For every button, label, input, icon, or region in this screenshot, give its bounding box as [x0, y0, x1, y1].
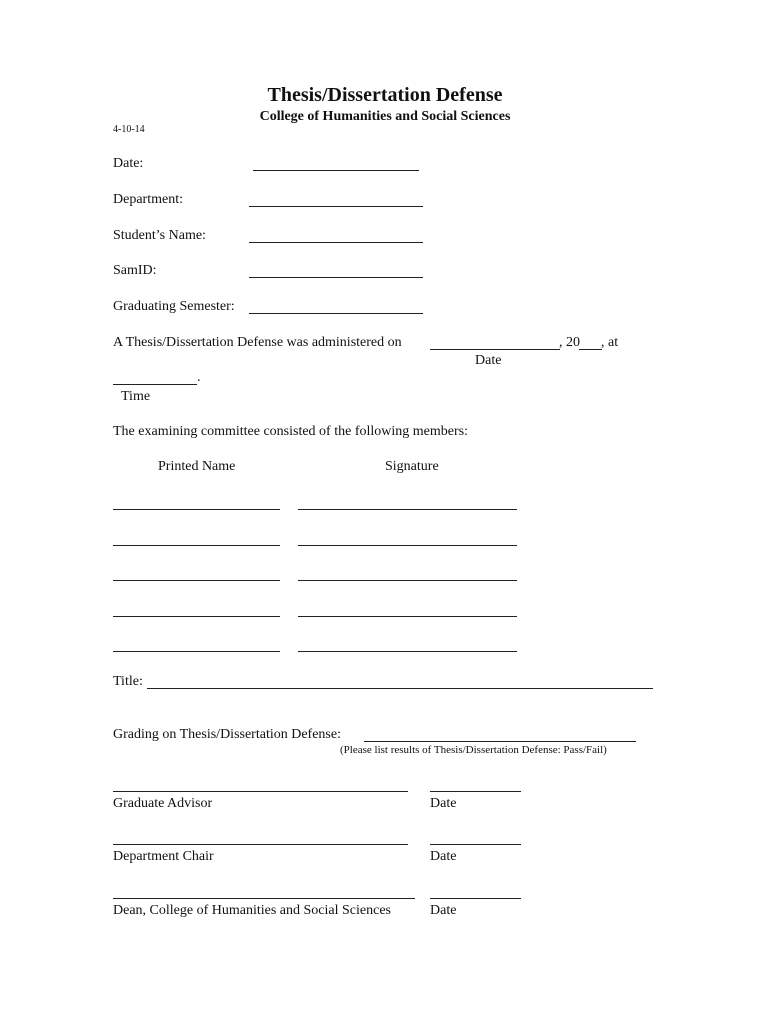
department-chair-label: Department Chair — [113, 849, 214, 864]
committee-signature-line-4[interactable] — [298, 616, 517, 617]
time-caption: Time — [121, 389, 151, 404]
grading-note: (Please list results of Thesis/Dissertation Defense: Pass/Fail) — [340, 744, 607, 756]
form-code: 4-10-14 — [113, 124, 145, 135]
title-field-line[interactable] — [147, 688, 653, 689]
graduate-advisor-date-line[interactable] — [430, 791, 521, 792]
samid-field-line[interactable] — [249, 277, 423, 278]
student-name-field-line[interactable] — [249, 242, 423, 243]
printed-name-header: Printed Name — [158, 459, 236, 474]
grading-label: Grading on Thesis/Dissertation Defense: — [113, 727, 341, 742]
form-title: Thesis/Dissertation Defense — [267, 84, 503, 106]
date-field-line[interactable] — [253, 170, 419, 171]
committee-intro: The examining committee consisted of the following members: — [113, 424, 468, 439]
dean-date-label: Date — [430, 903, 457, 918]
committee-signature-line-5[interactable] — [298, 651, 517, 652]
graduating-semester-label: Graduating Semester: — [113, 299, 235, 314]
department-chair-date-line[interactable] — [430, 844, 521, 845]
committee-name-line-4[interactable] — [113, 616, 280, 617]
committee-signature-line-1[interactable] — [298, 509, 517, 510]
committee-name-line-1[interactable] — [113, 509, 280, 510]
graduate-advisor-date-label: Date — [430, 796, 457, 811]
committee-name-line-2[interactable] — [113, 545, 280, 546]
defense-date-line[interactable] — [430, 349, 560, 350]
statement-prefix: A Thesis/Dissertation Defense was administered on — [113, 335, 402, 350]
form-subtitle: College of Humanities and Social Sciences — [259, 109, 511, 124]
department-chair-signature-line[interactable] — [113, 844, 408, 845]
signature-header: Signature — [385, 459, 439, 474]
graduate-advisor-label: Graduate Advisor — [113, 796, 213, 811]
statement-year-prefix: , 20 — [559, 335, 580, 350]
dean-signature-line[interactable] — [113, 898, 415, 899]
statement-suffix: , at — [601, 335, 619, 350]
department-label: Department: — [113, 192, 183, 207]
dean-label: Dean, College of Humanities and Social Sciences — [113, 903, 391, 918]
department-field-line[interactable] — [249, 206, 423, 207]
dean-date-line[interactable] — [430, 898, 521, 899]
graduate-advisor-signature-line[interactable] — [113, 791, 408, 792]
committee-signature-line-3[interactable] — [298, 580, 517, 581]
student-name-label: Student’s Name: — [113, 228, 206, 243]
graduating-semester-field-line[interactable] — [249, 313, 423, 314]
date-label: Date: — [113, 156, 144, 171]
statement-period: . — [197, 370, 201, 385]
committee-name-line-3[interactable] — [113, 580, 280, 581]
title-label: Title: — [113, 674, 143, 689]
committee-name-line-5[interactable] — [113, 651, 280, 652]
defense-year-line[interactable] — [579, 349, 602, 350]
defense-time-line[interactable] — [113, 384, 197, 385]
date-caption: Date — [475, 353, 502, 368]
committee-signature-line-2[interactable] — [298, 545, 517, 546]
department-chair-date-label: Date — [430, 849, 457, 864]
grading-field-line[interactable] — [364, 741, 636, 742]
samid-label: SamID: — [113, 263, 157, 278]
